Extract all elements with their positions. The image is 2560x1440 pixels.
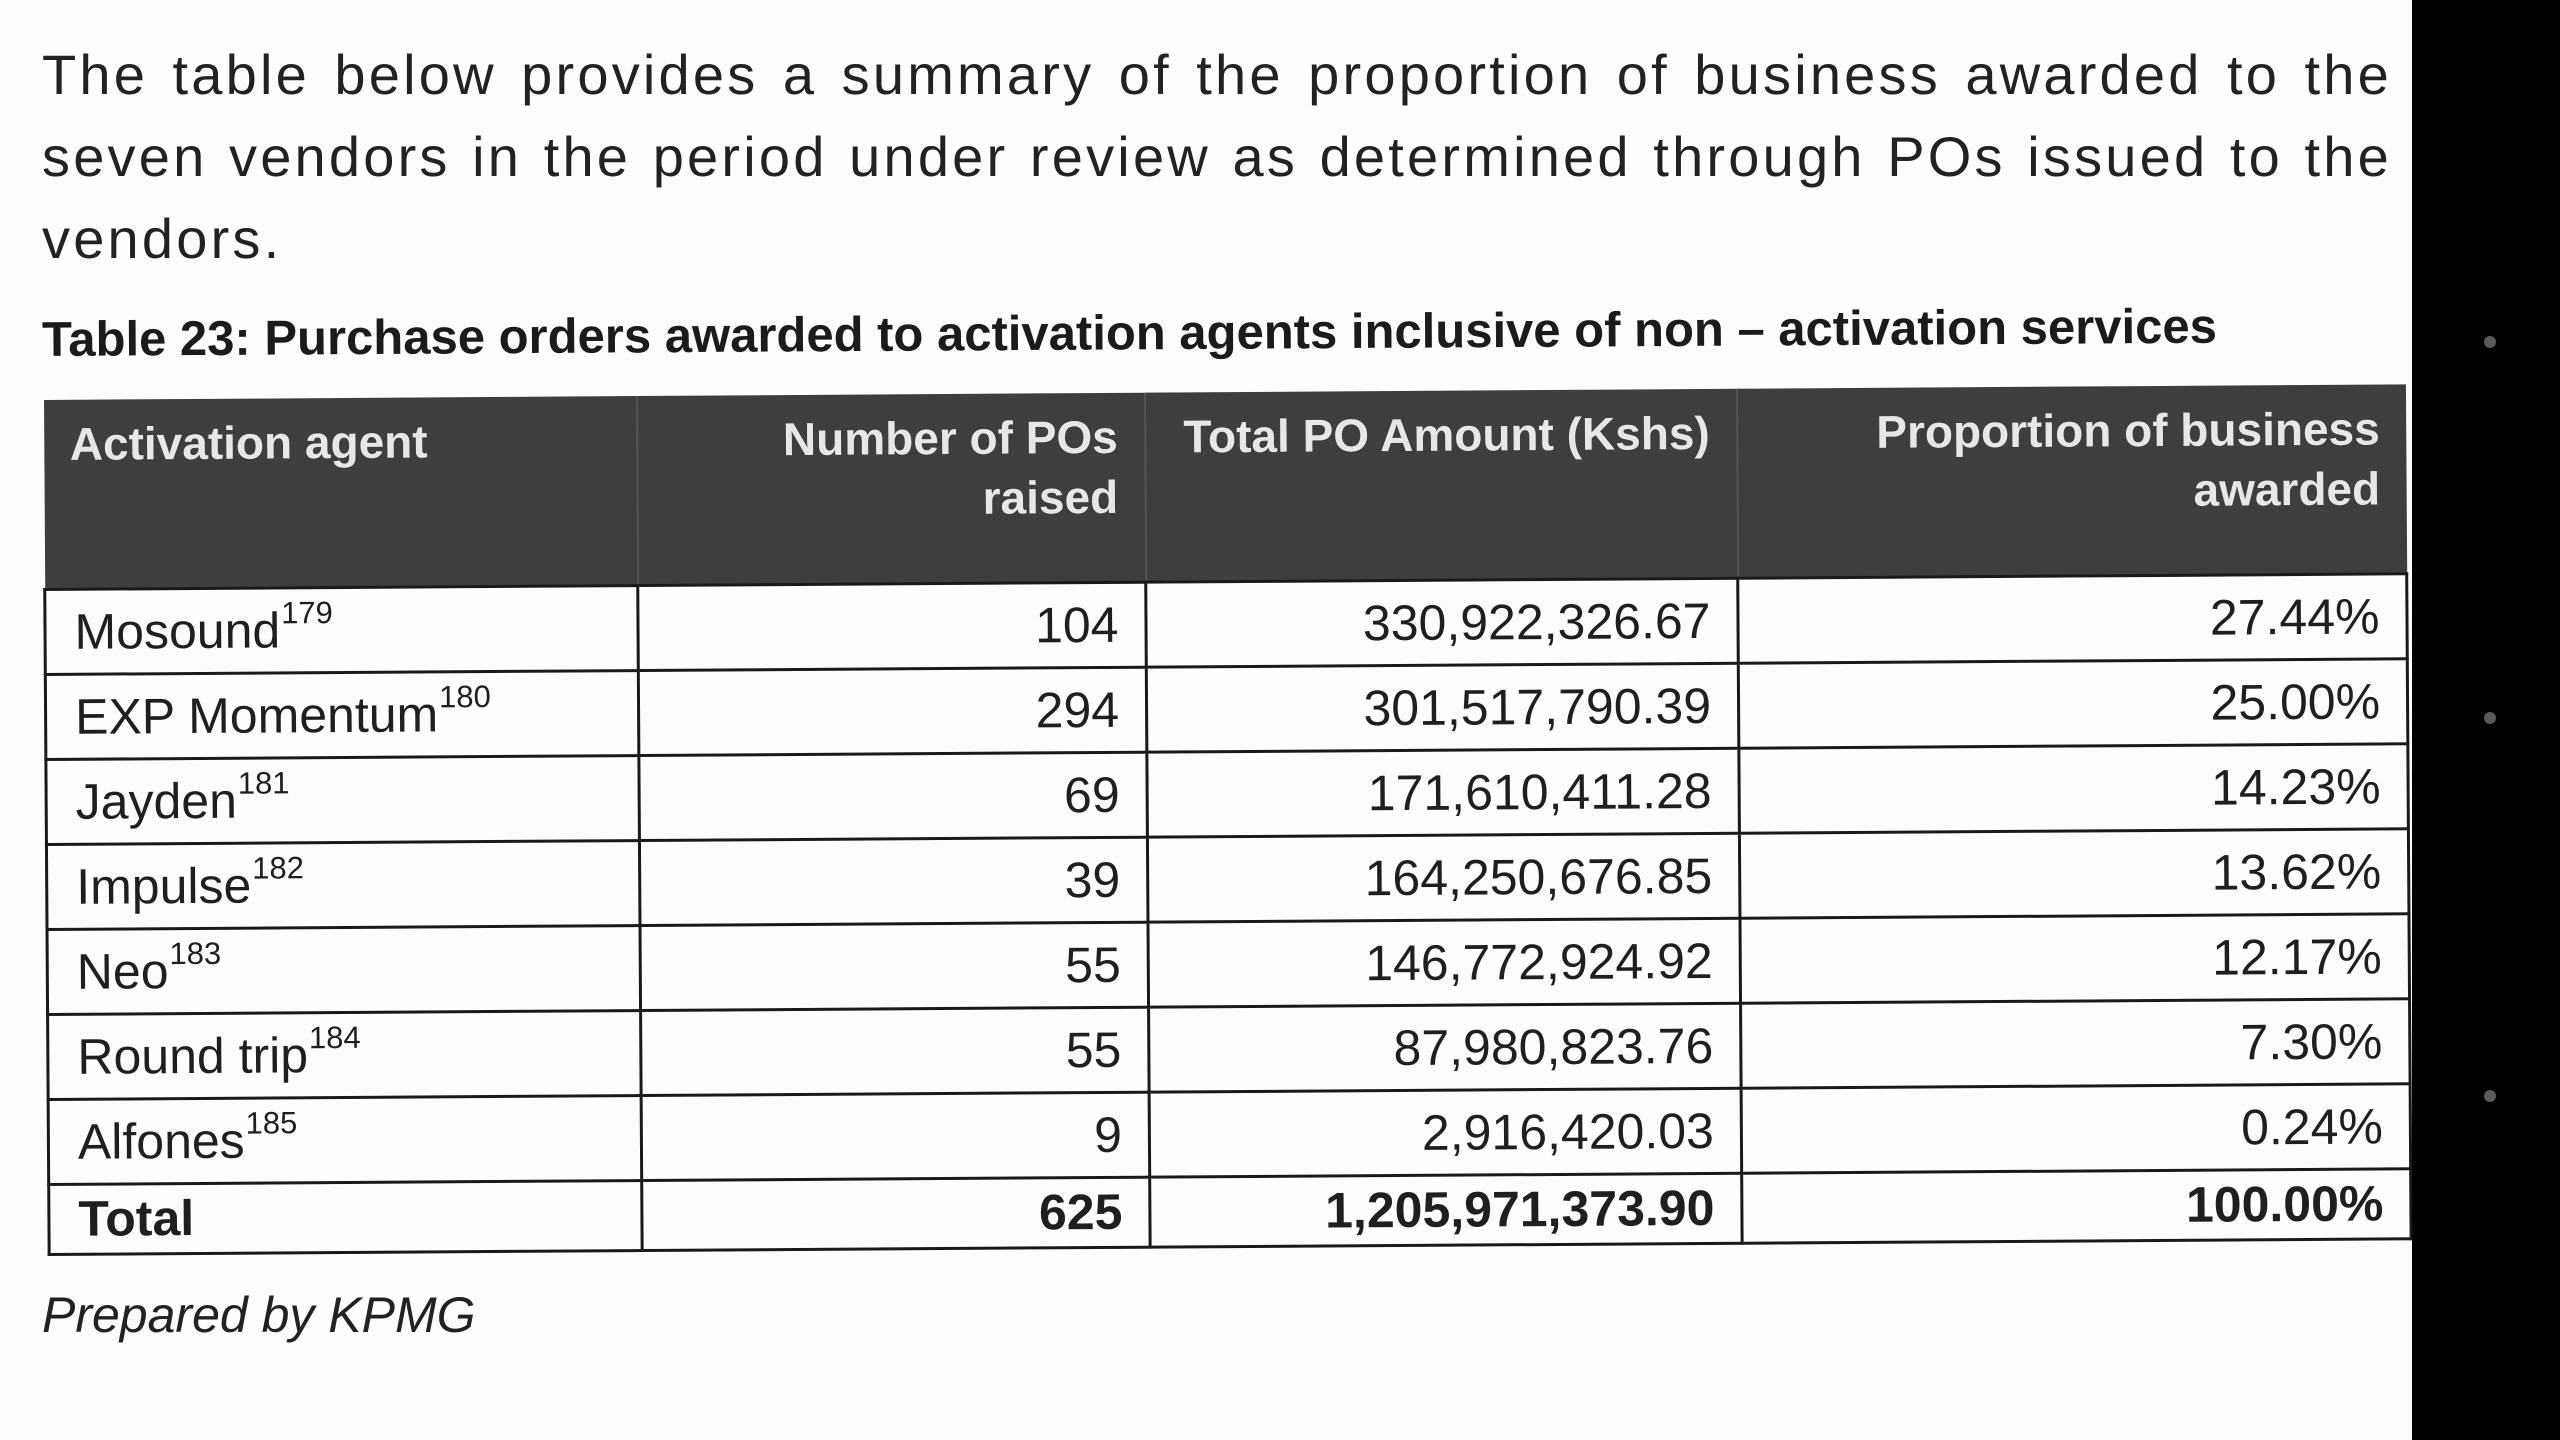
table-caption: Table 23: Purchase orders awarded to activation agents inclusive of non – activation services [41, 299, 2218, 367]
pos-count-cell: 55 [641, 1007, 1150, 1095]
source-note: Prepared by KPMG [42, 1287, 476, 1343]
table-row [48, 998, 2411, 1099]
intro-paragraph: The table below provides a summary of the proportion of business awarded to the seven vendors in the period under review as determined through POs issued to the vendors. [42, 43, 2392, 270]
footnote-ref: 184 [308, 1019, 361, 1055]
po-amount-cell: 301,517,790.39 [1146, 663, 1739, 752]
table-row [46, 743, 2409, 844]
po-amount-cell: 171,610,411.28 [1147, 748, 1740, 837]
footnote-ref: 182 [252, 849, 305, 886]
table-header [43, 384, 2406, 589]
proportion-cell: 25.00% [1738, 658, 2408, 747]
header-proportion: Proportion of business awarded [1736, 384, 2406, 577]
pos-count-cell: 39 [639, 837, 1148, 925]
agent-cell [46, 755, 640, 844]
footnote-ref: 185 [245, 1104, 298, 1141]
agent-name: Neo [76, 942, 169, 1000]
total-amount-cell: 1,205,971,373.90 [1150, 1173, 1742, 1247]
agent-cell [45, 670, 639, 759]
po-amount-cell: 164,250,676.85 [1147, 833, 1740, 922]
header-total-po-amount: Total PO Amount (Kshs) [1144, 389, 1737, 582]
agent-name: Round trip [77, 1026, 309, 1085]
footnote-ref: 181 [237, 764, 290, 801]
footnote-ref: 180 [438, 678, 491, 714]
agent-name: Alfones [77, 1112, 245, 1170]
agent-cell [47, 925, 641, 1014]
proportion-cell: 14.23% [1739, 743, 2409, 832]
table-row [47, 913, 2410, 1014]
purchase-orders-table [42, 384, 2413, 1255]
scan-dot [2484, 336, 2496, 348]
pos-count-cell: 294 [638, 667, 1147, 755]
agent-cell [48, 1095, 642, 1184]
po-amount-cell: 2,916,420.03 [1149, 1088, 1742, 1177]
agent-name: Mosound [74, 601, 281, 660]
table-row [48, 1083, 2411, 1184]
po-amount-cell: 87,980,823.76 [1149, 1003, 1742, 1092]
po-amount-cell: 330,922,326.67 [1146, 578, 1739, 667]
proportion-cell: 27.44% [1738, 573, 2408, 662]
agent-cell [48, 1010, 642, 1099]
pos-count-cell: 104 [638, 582, 1147, 670]
proportion-cell: 7.30% [1741, 998, 2411, 1087]
proportion-cell: 12.17% [1740, 913, 2410, 1002]
table-container [42, 384, 2410, 1255]
scan-border [2412, 0, 2560, 1440]
header-row [43, 384, 2406, 589]
table-body [45, 573, 2411, 1254]
agent-name: Jayden [75, 772, 238, 830]
agent-cell [46, 840, 640, 929]
agent-name: Impulse [76, 857, 252, 915]
scan-dot [2484, 712, 2496, 724]
pos-count-cell: 55 [640, 922, 1149, 1010]
table-row [45, 658, 2408, 759]
po-amount-cell: 146,772,924.92 [1148, 918, 1741, 1007]
agent-cell [45, 585, 639, 674]
agent-name: EXP Momentum [74, 685, 439, 745]
total-proportion-cell: 100.00% [1742, 1168, 2411, 1242]
footnote-ref: 179 [281, 594, 333, 630]
table-row [45, 573, 2408, 674]
footnote-ref: 183 [169, 935, 222, 971]
pos-count-cell: 9 [641, 1092, 1150, 1180]
header-activation-agent: Activation agent [43, 396, 637, 589]
proportion-cell: 13.62% [1739, 828, 2409, 917]
total-row [49, 1168, 2411, 1254]
total-label-cell: Total [49, 1180, 642, 1254]
total-pos-cell: 625 [642, 1177, 1150, 1250]
header-number-of-pos: Number of POs raised [636, 393, 1145, 585]
pos-count-cell: 69 [639, 752, 1148, 840]
proportion-cell: 0.24% [1741, 1083, 2411, 1172]
scan-dot [2484, 1090, 2496, 1102]
table-row [46, 828, 2409, 929]
